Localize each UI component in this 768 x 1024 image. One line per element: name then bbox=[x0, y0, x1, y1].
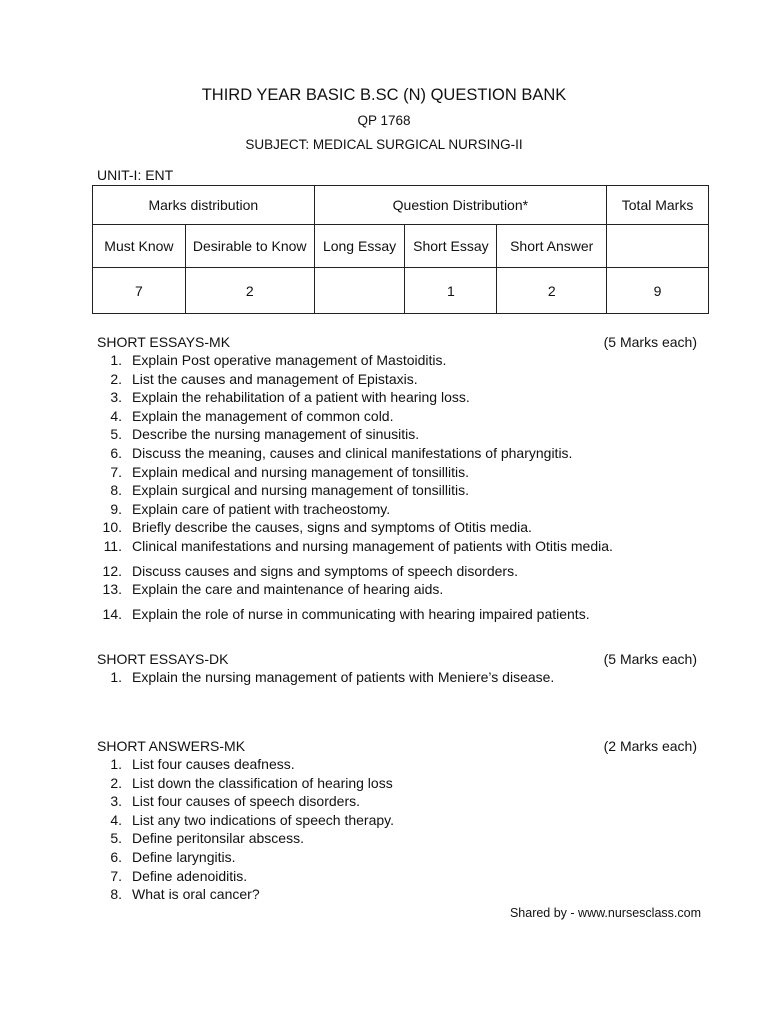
item-text: List any two indications of speech therapy. bbox=[132, 811, 395, 828]
section-marks: (5 Marks each) bbox=[603, 651, 697, 667]
list-item bbox=[97, 481, 697, 500]
list-item bbox=[97, 885, 697, 904]
item-number: 1. bbox=[110, 669, 122, 685]
section-marks: (2 Marks each) bbox=[603, 738, 697, 754]
item-text: Explain Post operative management of Mastoiditis. bbox=[132, 352, 447, 368]
desirable-value: 2 bbox=[185, 268, 314, 314]
total-value: 9 bbox=[607, 268, 709, 314]
item-text: List the causes and management of Epistaxis. bbox=[132, 370, 418, 387]
item-number: 10. bbox=[102, 519, 122, 536]
marks-distribution-table bbox=[92, 185, 709, 314]
table-header-row bbox=[93, 186, 709, 225]
list-item bbox=[97, 500, 697, 519]
list-item bbox=[97, 518, 697, 537]
item-number: 14. bbox=[102, 605, 122, 622]
long-essay-header: Long Essay bbox=[314, 225, 405, 268]
item-number: 7. bbox=[110, 463, 122, 480]
list-item bbox=[97, 829, 697, 848]
long-essay-value bbox=[314, 268, 405, 314]
item-text: Discuss the meaning, causes and clinical manifestations of pharyngitis. bbox=[132, 444, 573, 461]
item-text: Describe the nursing management of sinusitis. bbox=[132, 426, 420, 443]
question-list bbox=[97, 351, 697, 623]
item-text: Discuss causes and signs and symptoms of speech disorders. bbox=[132, 562, 518, 579]
item-text: List four causes deafness. bbox=[132, 756, 295, 772]
item-number: 8. bbox=[110, 482, 122, 499]
question-list bbox=[97, 668, 697, 687]
list-item bbox=[97, 811, 697, 830]
must-know-header: Must Know bbox=[93, 225, 186, 268]
item-number: 6. bbox=[110, 848, 122, 865]
short-essay-header: Short Essay bbox=[405, 225, 497, 268]
desirable-to-know-header: Desirable to Know bbox=[185, 225, 314, 268]
list-item bbox=[97, 463, 697, 482]
list-item bbox=[97, 755, 697, 774]
item-text: List down the classification of hearing loss bbox=[132, 774, 393, 791]
list-item bbox=[97, 425, 697, 444]
short-answer-header: Short Answer bbox=[497, 225, 607, 268]
item-number: 12. bbox=[102, 562, 122, 579]
section-heading: SHORT ESSAYS-DK bbox=[97, 651, 229, 667]
short-essays-mk-section bbox=[97, 333, 697, 623]
item-text: What is oral cancer? bbox=[132, 886, 260, 903]
list-item bbox=[97, 774, 697, 793]
list-item bbox=[97, 668, 697, 687]
section-heading: SHORT ANSWERS-MK bbox=[97, 738, 246, 754]
item-text: Define adenoiditis. bbox=[132, 867, 248, 884]
item-number: 9. bbox=[110, 500, 122, 517]
item-number: 11. bbox=[103, 537, 122, 554]
total-marks-subheader bbox=[607, 225, 709, 268]
question-distribution-header: Question Distribution* bbox=[314, 186, 607, 225]
item-text: List four causes of speech disorders. bbox=[132, 793, 361, 810]
unit-heading: UNIT-I: ENT bbox=[97, 167, 174, 183]
item-number: 3. bbox=[110, 793, 122, 810]
list-item bbox=[97, 867, 697, 886]
item-text: Explain the role of nurse in communicating with hearing impaired patients. bbox=[132, 605, 590, 622]
section-marks: (5 Marks each) bbox=[603, 334, 697, 350]
item-text: Briefly describe the causes, signs and symptoms of Otitis media. bbox=[132, 519, 532, 536]
item-number: 4. bbox=[110, 407, 122, 424]
item-text: Clinical manifestations and nursing management of patients with Otitis media. bbox=[132, 537, 613, 554]
item-text: Explain the care and maintenance of hearing aids. bbox=[132, 581, 444, 598]
list-item bbox=[97, 792, 697, 811]
item-text: Explain care of patient with tracheostomy. bbox=[132, 500, 391, 517]
table-subheader-row bbox=[93, 225, 709, 268]
marks-distribution-header: Marks distribution bbox=[93, 186, 315, 225]
short-answer-value: 2 bbox=[497, 268, 607, 314]
question-list bbox=[97, 755, 697, 904]
total-marks-header: Total Marks bbox=[607, 186, 709, 225]
document-title: THIRD YEAR BASIC B.SC (N) QUESTION BANK bbox=[201, 86, 567, 104]
item-text: Explain medical and nursing management of tonsillitis. bbox=[132, 463, 469, 480]
list-item bbox=[97, 605, 697, 624]
item-number: 2. bbox=[110, 370, 122, 387]
item-number: 7. bbox=[110, 867, 122, 884]
list-item bbox=[97, 351, 697, 370]
short-essay-value: 1 bbox=[405, 268, 497, 314]
item-number: 13. bbox=[102, 581, 122, 598]
item-text: Explain surgical and nursing management of tonsillitis. bbox=[132, 482, 469, 499]
short-essays-dk-section bbox=[97, 650, 697, 687]
item-text: Explain the rehabilitation of a patient with hearing loss. bbox=[132, 389, 470, 406]
item-text: Define peritonsilar abscess. bbox=[132, 830, 304, 847]
table-values-row bbox=[93, 268, 709, 314]
item-number: 4. bbox=[110, 811, 122, 828]
item-number: 8. bbox=[110, 886, 122, 903]
item-text: Explain the nursing management of patients with Meniere’s disease. bbox=[132, 669, 555, 685]
list-item bbox=[97, 848, 697, 867]
list-item bbox=[97, 562, 697, 581]
item-text: Explain the management of common cold. bbox=[132, 407, 394, 424]
item-number: 1. bbox=[110, 756, 122, 772]
list-item bbox=[97, 370, 697, 389]
list-item bbox=[97, 407, 697, 426]
item-number: 2. bbox=[110, 774, 122, 791]
subject-line: SUBJECT: MEDICAL SURGICAL NURSING-II bbox=[245, 137, 523, 152]
item-number: 1. bbox=[110, 352, 122, 368]
list-item bbox=[97, 580, 697, 599]
item-text: Define laryngitis. bbox=[132, 848, 236, 865]
short-answers-mk-section bbox=[97, 737, 697, 904]
item-number: 5. bbox=[110, 426, 122, 443]
qp-code: QP 1768 bbox=[357, 113, 411, 128]
footer-credit: Shared by - www.nursesclass.com bbox=[509, 906, 701, 920]
must-know-value: 7 bbox=[93, 268, 186, 314]
list-item bbox=[97, 537, 697, 556]
list-item bbox=[97, 388, 697, 407]
item-number: 5. bbox=[110, 830, 122, 847]
list-item bbox=[97, 444, 697, 463]
item-number: 3. bbox=[110, 389, 122, 406]
item-number: 6. bbox=[110, 444, 122, 461]
section-heading: SHORT ESSAYS-MK bbox=[97, 334, 231, 350]
